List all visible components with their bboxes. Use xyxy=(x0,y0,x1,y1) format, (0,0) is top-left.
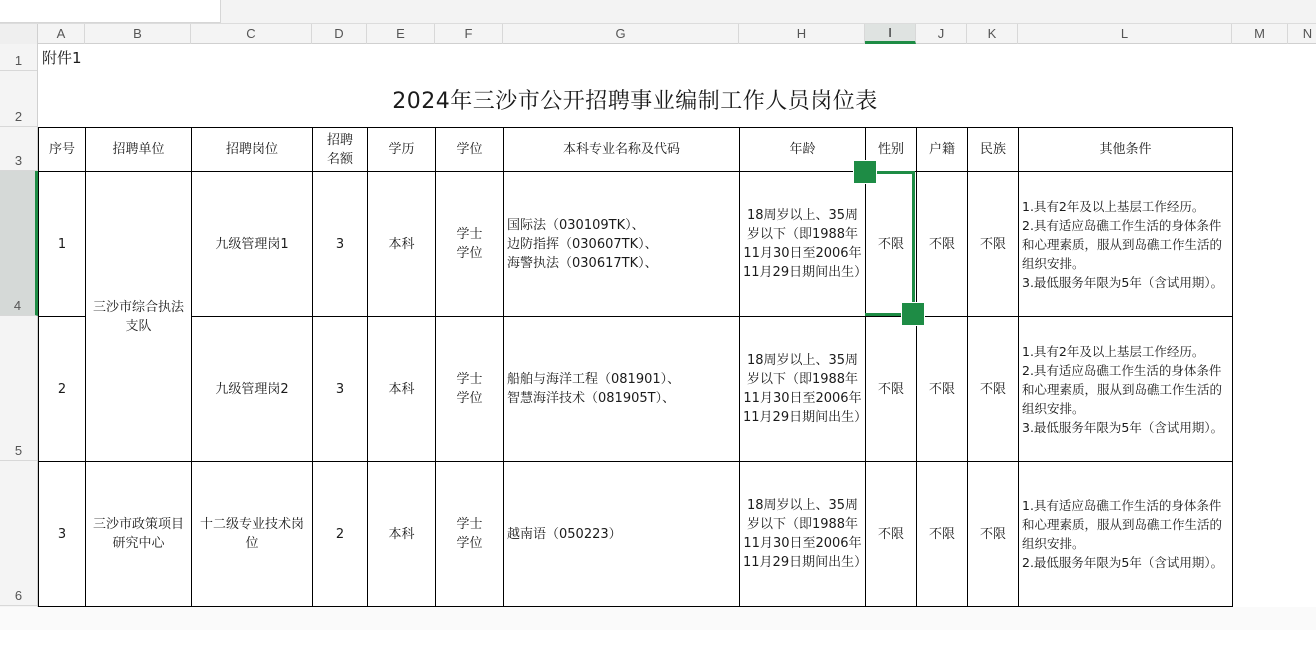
header-cell[interactable]: 招聘单位 xyxy=(86,128,192,172)
cell-household[interactable]: 不限 xyxy=(917,462,968,607)
column-header-bar xyxy=(0,24,1316,44)
header-cell[interactable]: 招聘名额 xyxy=(313,128,368,172)
cell-age[interactable]: 18周岁以上、35周岁以下（即1988年11月30日至2006年11月29日期间出生） xyxy=(740,317,866,462)
header-cell[interactable]: 序号 xyxy=(39,128,86,172)
cell-quota[interactable]: 3 xyxy=(313,172,368,317)
column-header-j[interactable]: J xyxy=(916,24,967,44)
column-header-l[interactable]: L xyxy=(1018,24,1232,44)
cell-gender[interactable]: 不限 xyxy=(866,462,917,607)
sheet-title[interactable]: 2024年三沙市公开招聘事业编制工作人员岗位表 xyxy=(392,89,878,114)
row-number: 2 xyxy=(14,109,23,124)
cell-position[interactable]: 十二级专业技术岗位 xyxy=(192,462,313,607)
empty-row-area xyxy=(0,607,1316,630)
attachment-label[interactable]: 附件1 xyxy=(42,49,82,67)
cell-no[interactable]: 2 xyxy=(39,317,86,462)
row-number: 4 xyxy=(13,298,22,313)
table-row xyxy=(39,317,1233,462)
header-cell[interactable]: 年龄 xyxy=(740,128,866,172)
row-header-4[interactable] xyxy=(0,171,38,316)
job-position-table xyxy=(38,127,1233,607)
cell-quota[interactable]: 3 xyxy=(313,317,368,462)
cell-position[interactable]: 九级管理岗2 xyxy=(192,317,313,462)
cell-majors[interactable] xyxy=(504,172,740,317)
cell-position[interactable]: 九级管理岗1 xyxy=(192,172,313,317)
condition-line: 1.具有2年及以上基层工作经历。 xyxy=(1022,343,1205,359)
header-cell[interactable]: 其他条件 xyxy=(1019,128,1233,172)
cell-household[interactable]: 不限 xyxy=(917,172,968,317)
cell-ethnicity[interactable]: 不限 xyxy=(968,172,1019,317)
cell-education[interactable]: 本科 xyxy=(368,317,436,462)
cell-quota[interactable]: 2 xyxy=(313,462,368,607)
cell-degree[interactable]: 学士学位 xyxy=(436,317,504,462)
major-line: 船舶与海洋工程（081901）、 xyxy=(507,372,681,387)
header-cell[interactable]: 学历 xyxy=(368,128,436,172)
row-header-3[interactable] xyxy=(0,127,37,171)
row-number: 6 xyxy=(14,588,23,603)
condition-line: 2.具有适应岛礁工作生活的身体条件和心理素质，服从到岛礁工作生活的组织安排。 xyxy=(1022,217,1223,271)
column-header-b[interactable]: B xyxy=(85,24,191,44)
row-number: 3 xyxy=(14,153,23,168)
header-cell[interactable]: 学位 xyxy=(436,128,504,172)
table-row xyxy=(39,172,1233,317)
cell-other-conditions[interactable] xyxy=(1019,172,1233,317)
cell-majors[interactable] xyxy=(504,317,740,462)
column-header-m[interactable]: M xyxy=(1232,24,1288,44)
column-header-h[interactable]: H xyxy=(739,24,865,44)
row-header-5[interactable] xyxy=(0,316,37,461)
condition-line: 1.具有2年及以上基层工作经历。 xyxy=(1022,198,1205,214)
major-line: 边防指挥（030607TK）、 xyxy=(507,236,658,252)
column-header-e[interactable]: E xyxy=(367,24,435,44)
column-header-d[interactable]: D xyxy=(312,24,367,44)
condition-line: 1.具有适应岛礁工作生活的身体条件和心理素质，服从到岛礁工作生活的组织安排。 xyxy=(1022,498,1223,551)
row-header-bar xyxy=(0,44,38,630)
major-line: 国际法（030109TK）、 xyxy=(507,217,645,233)
cell-degree[interactable]: 学士学位 xyxy=(436,462,504,607)
cell-gender[interactable]: 不限 xyxy=(866,317,917,462)
selection-start-handle[interactable] xyxy=(853,160,877,184)
cell-household[interactable]: 不限 xyxy=(917,317,968,462)
select-all-corner[interactable] xyxy=(0,24,38,44)
cell-other-conditions[interactable] xyxy=(1019,317,1233,462)
cell-other-conditions[interactable] xyxy=(1019,462,1233,607)
cell-education[interactable]: 本科 xyxy=(368,172,436,317)
cell-age[interactable]: 18周岁以上、35周岁以下（即1988年11月30日至2006年11月29日期间出生） xyxy=(740,462,866,607)
condition-line: 3.最低服务年限为5年（含试用期）。 xyxy=(1022,274,1224,290)
header-cell[interactable]: 本科专业名称及代码 xyxy=(504,128,740,172)
cell-ethnicity[interactable]: 不限 xyxy=(968,462,1019,607)
formula-bar xyxy=(0,0,1316,24)
header-cell[interactable]: 民族 xyxy=(968,128,1019,172)
row-number: 5 xyxy=(14,443,23,458)
column-header-i[interactable]: I xyxy=(865,24,916,44)
column-header-a[interactable]: A xyxy=(38,24,85,44)
row-header-2[interactable] xyxy=(0,71,37,127)
table-row xyxy=(39,462,1233,607)
cell-no[interactable]: 3 xyxy=(39,462,86,607)
row-header-1[interactable] xyxy=(0,44,37,71)
column-header-c[interactable]: C xyxy=(191,24,312,44)
condition-line: 2.具有适应岛礁工作生活的身体条件和心理素质，服从到岛礁工作生活的组织安排。 xyxy=(1022,362,1223,416)
major-line: 越南语（050223） xyxy=(507,526,622,542)
condition-line: 2.最低服务年限为5年（含试用期）。 xyxy=(1022,555,1224,570)
cell-degree[interactable]: 学士学位 xyxy=(436,172,504,317)
column-header-k[interactable]: K xyxy=(967,24,1018,44)
cell-ethnicity[interactable]: 不限 xyxy=(968,317,1019,462)
header-cell[interactable]: 招聘岗位 xyxy=(192,128,313,172)
header-row xyxy=(39,128,1233,172)
cell-unit[interactable]: 三沙市政策项目研究中心 xyxy=(86,462,192,607)
major-line: 智慧海洋技术（081905T）、 xyxy=(507,391,676,406)
selection-fill-handle[interactable] xyxy=(901,302,925,326)
cell-no[interactable]: 1 xyxy=(39,172,86,317)
column-header-g[interactable]: G xyxy=(503,24,739,44)
header-cell[interactable]: 性别 xyxy=(866,128,917,172)
column-header-f[interactable]: F xyxy=(435,24,503,44)
cell-unit-merged[interactable]: 三沙市综合执法支队 xyxy=(86,172,192,462)
cell-majors[interactable] xyxy=(504,462,740,607)
row-number: 1 xyxy=(14,53,23,68)
column-header-n[interactable]: N xyxy=(1288,24,1316,44)
major-line: 海警执法（030617TK）、 xyxy=(507,255,658,271)
cell-education[interactable]: 本科 xyxy=(368,462,436,607)
name-box[interactable] xyxy=(0,0,221,23)
cell-gender[interactable]: 不限 xyxy=(866,172,917,317)
cell-age[interactable]: 18周岁以上、35周岁以下（即1988年11月30日至2006年11月29日期间出生） xyxy=(740,172,866,317)
header-cell[interactable]: 户籍 xyxy=(917,128,968,172)
condition-line: 3.最低服务年限为5年（含试用期）。 xyxy=(1022,419,1224,435)
row-header-6[interactable] xyxy=(0,461,37,606)
